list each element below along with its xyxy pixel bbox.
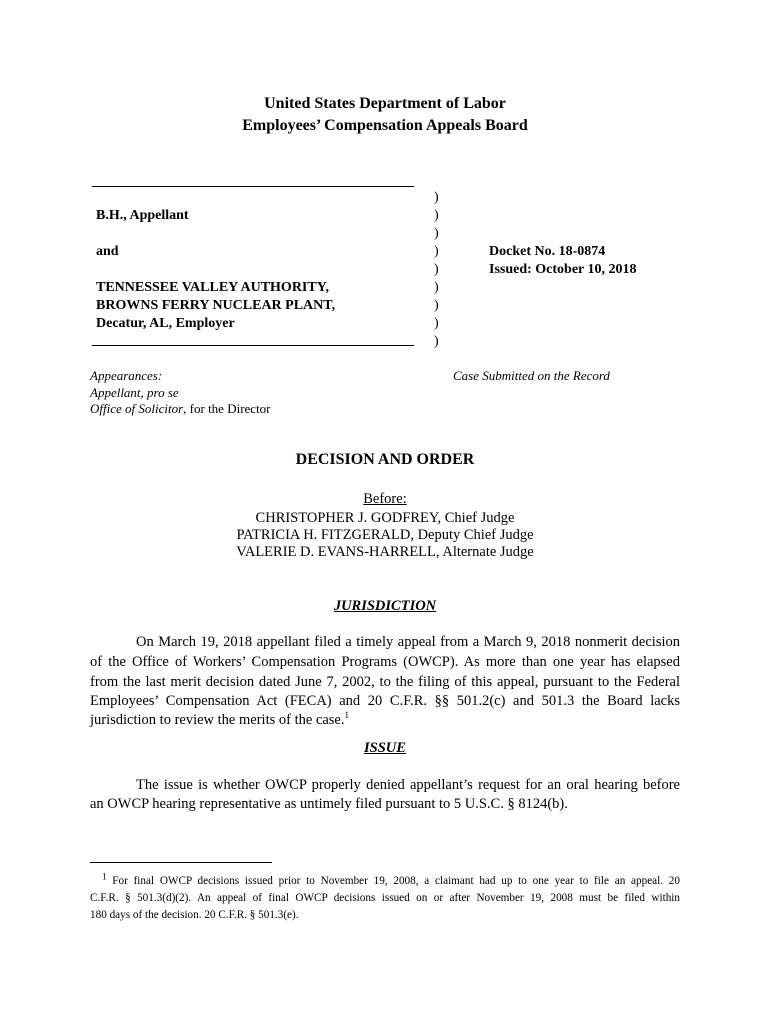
- judge-1: CHRISTOPHER J. GODFREY, Chief Judge: [255, 510, 515, 526]
- caption-paren: ): [434, 280, 439, 295]
- footnote-line-1: $^1$ For final OWCP decisions issued prior to November 19, 2008, a claimant had up to one year to file an appeal. 20: [102, 871, 680, 887]
- caption-bottom-rule: [92, 345, 414, 346]
- caption-and: and: [96, 244, 119, 259]
- jurisdiction-line-3: from the last merit decision dated June 7, 2002, to the filing of this appeal, pursuant to the Federal: [90, 674, 680, 690]
- footnote-line-2: C.F.R. § 501.3(d)(2). An appeal of final OWCP decisions issued on or after November 19, 2008 must be filed within: [90, 892, 680, 904]
- issue-line-2: an OWCP hearing representative as untimely filed pursuant to 5 U.S.C. § 8124(b).: [90, 796, 568, 812]
- caption-paren: ): [434, 334, 439, 349]
- caption-paren: ): [434, 262, 439, 277]
- agency-name: United States Department of Labor: [264, 95, 506, 112]
- judge-2: PATRICIA H. FITZGERALD, Deputy Chief Judge: [236, 527, 534, 543]
- caption-top-rule: [92, 186, 414, 187]
- caption-paren: ): [434, 226, 439, 241]
- employer-line-2: BROWNS FERRY NUCLEAR PLANT,: [96, 298, 336, 313]
- jurisdiction-line-1: On March 19, 2018 appellant filed a timely appeal from a March 9, 2018 nonmerit decision: [136, 634, 680, 650]
- caption-paren: ): [434, 316, 439, 331]
- before-label: Before:: [363, 491, 407, 507]
- caption-paren: ): [434, 298, 439, 313]
- footnote-line-3: 180 days of the decision. 20 C.F.R. § 501.3(e).: [90, 909, 299, 921]
- jurisdiction-line-2: of the Office of Workers’ Compensation Programs (OWCP). As more than one year has elapsed: [90, 654, 680, 670]
- footnote-number: 1: [102, 871, 107, 882]
- judge-3: VALERIE D. EVANS-HARRELL, Alternate Judge: [236, 544, 534, 560]
- appellant-appearance: Appellant, pro se: [90, 385, 179, 400]
- issue-line-1: The issue is whether OWCP properly denied appellant’s request for an oral hearing before: [136, 777, 680, 793]
- employer-line-1: TENNESSEE VALLEY AUTHORITY,: [96, 280, 330, 295]
- appearances-label: Appearances:: [90, 368, 163, 383]
- footnote-rule: [90, 862, 272, 863]
- caption-paren: ): [434, 208, 439, 223]
- solicitor-appearance: Office of Solicitor, for the Director: [90, 401, 271, 416]
- caption-paren: ): [434, 190, 439, 205]
- issued-date: Issued: October 10, 2018: [489, 262, 637, 277]
- issue-heading: ISSUE: [364, 740, 406, 756]
- caption-paren: ): [434, 244, 439, 259]
- decision-title: DECISION AND ORDER: [295, 451, 475, 468]
- appellant-name: B.H., Appellant: [96, 208, 189, 223]
- jurisdiction-line-5: jurisdiction to review the merits of the case.$^1$: [90, 710, 349, 728]
- docket-number: Docket No. 18-0874: [489, 244, 606, 259]
- jurisdiction-line-4: Employees’ Compensation Act (FECA) and 20 C.F.R. §§ 501.2(c) and 501.3 the Board lacks: [90, 693, 680, 709]
- board-name: Employees’ Compensation Appeals Board: [242, 117, 528, 134]
- footnote-reference[interactable]: 1: [344, 710, 349, 721]
- jurisdiction-heading: JURISDICTION: [333, 598, 437, 614]
- employer-line-3: Decatur, AL, Employer: [96, 316, 235, 331]
- case-submitted: Case Submitted on the Record: [453, 368, 610, 383]
